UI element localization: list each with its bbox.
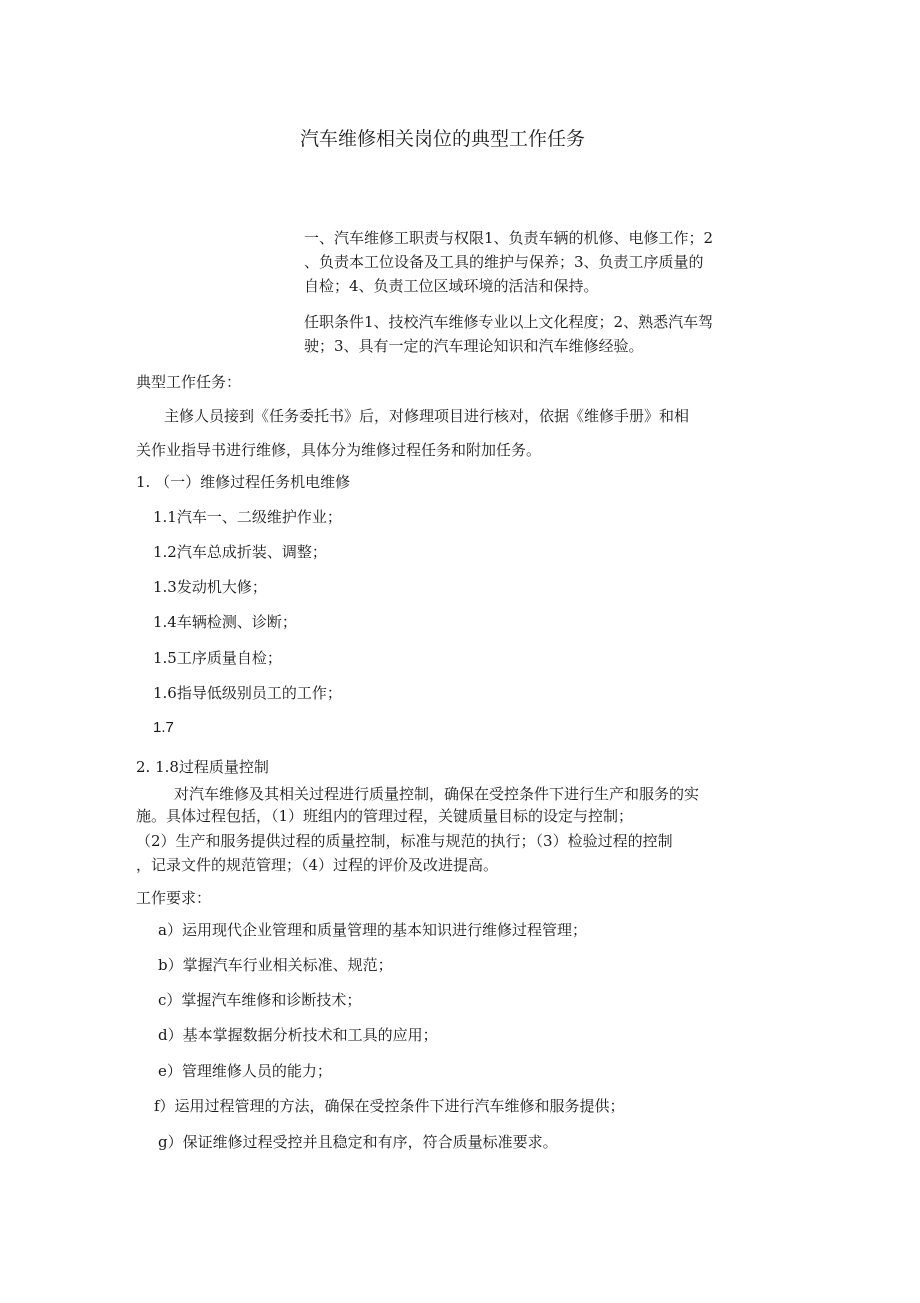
requirement-item: e）管理维修人员的能力； [158, 1062, 332, 1080]
requirement-item: d）基本掌握数据分析技术和工具的应用； [158, 1026, 438, 1044]
duties-line-1: 一、汽车维修工职责与权限1、负责车辆的机修、电修工作；2 [304, 229, 714, 247]
section-2-line-3: （2）生产和服务提供过程的质量控制，标准与规范的执行；（3）检验过程的控制 [136, 832, 673, 850]
qualifications-line-1: 任职条件1、技校汽车维修专业以上文化程度；2、熟悉汽车驾 [304, 313, 714, 331]
page-title: 汽车维修相关岗位的典型工作任务 [300, 128, 586, 150]
section-1-item: 1.3发动机大修； [153, 578, 267, 596]
requirements-heading: 工作要求： [136, 889, 212, 907]
section-1-item: 1.7 [153, 719, 174, 736]
section-1-item: 1.2汽车总成折装、调整； [153, 543, 327, 561]
qualifications-line-2: 驶；3、具有一定的汽车理论知识和汽车维修经验。 [304, 337, 644, 355]
section-1-heading: 1. （一）维修过程任务机电维修 [136, 473, 351, 491]
section-1-item: 1.5工序质量自检； [153, 649, 282, 667]
duties-line-2: 、负责本工位设备及工具的维护与保养；3、负责工序质量的 [304, 253, 704, 271]
section-2-line-4: ，记录文件的规范管理；（4）过程的评价及改进提高。 [136, 856, 499, 874]
section-1-item: 1.1汽车一、二级维护作业； [153, 508, 342, 526]
section-2-heading: 2. 1.8过程质量控制 [136, 758, 269, 776]
requirement-item: c）掌握汽车维修和诊断技术； [158, 991, 362, 1009]
intro-line-1: 主修人员接到《任务委托书》后，对修理项目进行核对，依据《维修手册》和相 [164, 407, 690, 425]
requirement-item: b）掌握汽车行业相关标准、规范； [158, 956, 393, 974]
section-1-item: 1.6指导低级别员工的工作； [153, 684, 342, 702]
section-2-line-1: 对汽车维修及其相关过程进行质量控制，确保在受控条件下进行生产和服务的实 [174, 785, 700, 803]
section-2-line-2: 施。具体过程包括，（1）班组内的管理过程，关键质量目标的设定与控制； [136, 807, 634, 825]
section-1-item: 1.4车辆检测、诊断； [153, 613, 297, 631]
requirement-item: a）运用现代企业管理和质量管理的基本知识进行维修过程管理； [158, 921, 587, 939]
requirement-item: f）运用过程管理的方法，确保在受控条件下进行汽车维修和服务提供； [154, 1097, 625, 1115]
typical-tasks-heading: 典型工作任务： [136, 373, 242, 391]
requirement-item: g）保证维修过程受控并且稳定和有序，符合质量标准要求。 [158, 1133, 558, 1151]
duties-line-3: 自检；4、负责工位区域环境的活洁和保持。 [304, 277, 599, 295]
intro-line-2: 关作业指导书进行维修，具体分为维修过程任务和附加任务。 [136, 441, 542, 459]
